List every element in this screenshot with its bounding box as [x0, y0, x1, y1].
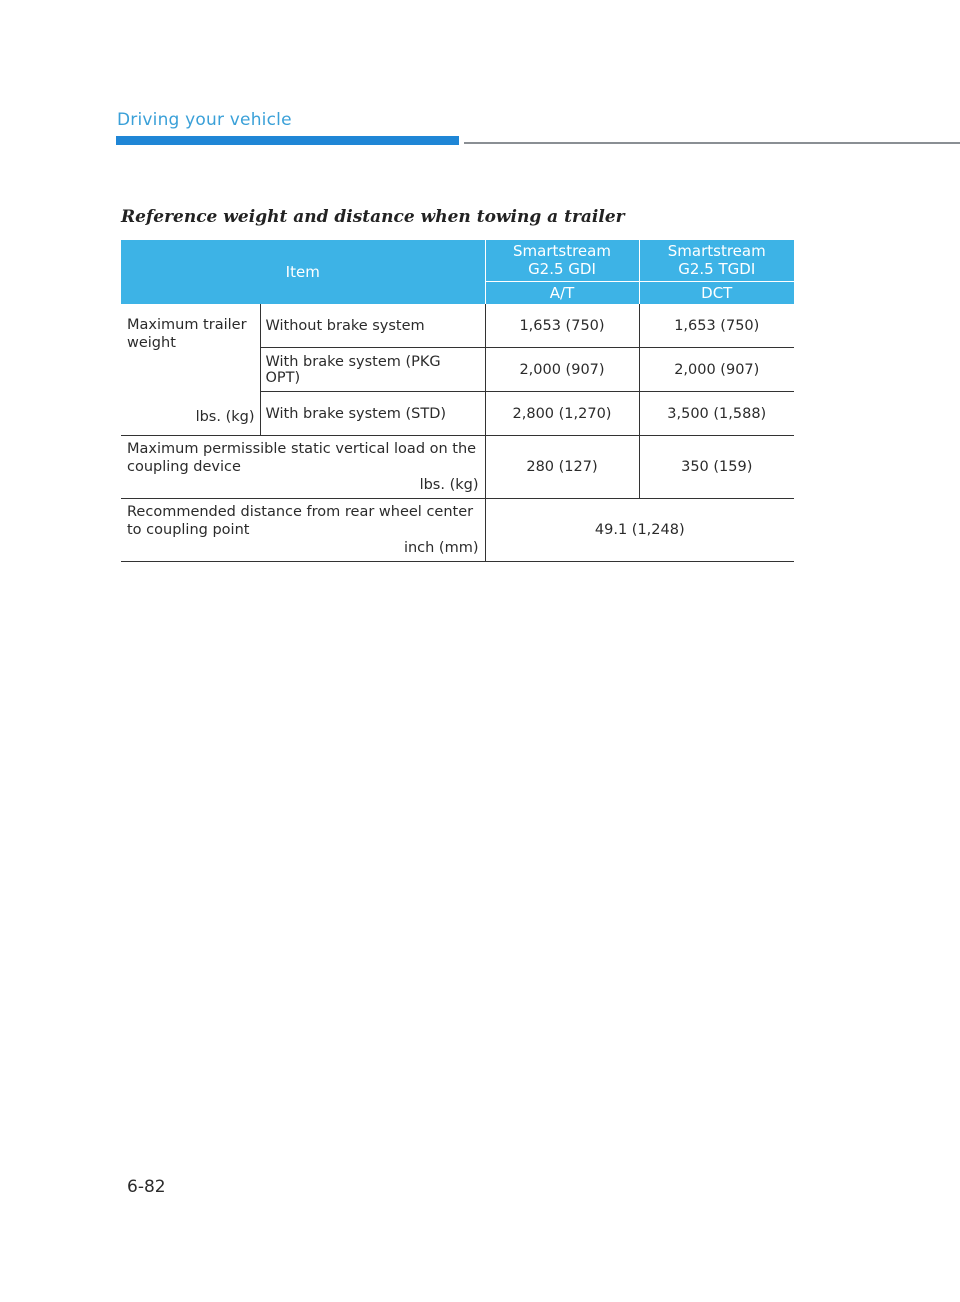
condition-cell: Without brake system [260, 304, 485, 348]
value-cell-gdi: 280 (127) [485, 436, 639, 499]
item-header: Item [121, 240, 485, 304]
transmission-header-gdi: A/T [485, 281, 639, 304]
max-trailer-weight-label: Maximum trailer weight [127, 317, 247, 351]
engine-name-tgdi: Smartstream G2.5 TGDI [667, 242, 766, 279]
table-row [121, 499, 794, 562]
max-trailer-weight-cell [121, 304, 260, 436]
condition-cell: With brake system (PKG OPT) [260, 348, 485, 392]
value-cell-tgdi: 2,000 (907) [639, 348, 794, 392]
page-number: 6-82 [127, 1177, 166, 1197]
value-cell-gdi: 1,653 (750) [485, 304, 639, 348]
table-row [121, 436, 794, 499]
page-heading: Reference weight and distance when towing a trailer [121, 207, 625, 227]
transmission-header-tgdi: DCT [639, 281, 794, 304]
value-cell-gdi: 2,800 (1,270) [485, 392, 639, 436]
value-cell-tgdi: 1,653 (750) [639, 304, 794, 348]
max-trailer-weight-unit: lbs. (kg) [195, 409, 255, 425]
table-header-row [121, 240, 794, 281]
engine-header-tgdi [639, 240, 794, 281]
section-rule [464, 142, 960, 144]
condition-cell: With brake system (STD) [260, 392, 485, 436]
engine-header-gdi [485, 240, 639, 281]
coupling-distance-label: Recommended distance from rear wheel center to coupling point [127, 504, 474, 538]
static-load-unit: lbs. (kg) [419, 477, 479, 493]
value-cell-gdi: 2,000 (907) [485, 348, 639, 392]
table-row [121, 304, 794, 348]
coupling-distance-value: 49.1 (1,248) [485, 499, 794, 562]
coupling-distance-unit: inch (mm) [403, 540, 479, 556]
static-load-label: Maximum permissible static vertical load on the coupling device [127, 441, 477, 475]
value-cell-tgdi: 3,500 (1,588) [639, 392, 794, 436]
static-load-cell [121, 436, 485, 499]
section-rule-accent [116, 136, 459, 145]
section-title: Driving your vehicle [117, 110, 292, 130]
towing-spec-table [121, 240, 794, 562]
engine-name-gdi: Smartstream G2.5 GDI [513, 242, 611, 279]
value-cell-tgdi: 350 (159) [639, 436, 794, 499]
coupling-distance-cell [121, 499, 485, 562]
